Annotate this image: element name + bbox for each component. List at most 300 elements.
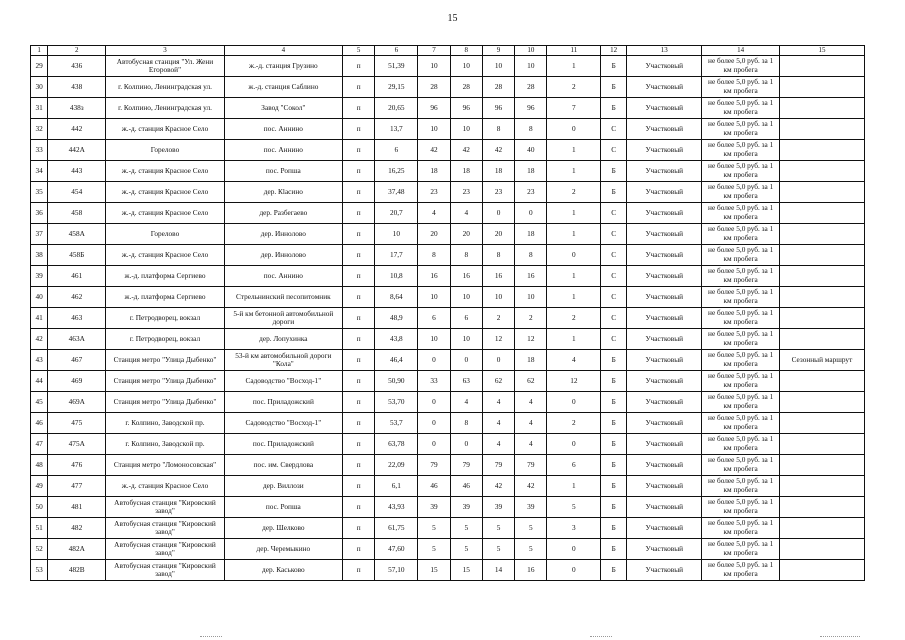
count-a-cell: 0: [418, 350, 450, 371]
count-reserve-cell: 1: [547, 140, 601, 161]
count-c-cell: 79: [482, 455, 514, 476]
count-d-cell: 18: [515, 161, 547, 182]
route-type-cell: Участковый: [627, 140, 702, 161]
count-d-cell: 4: [515, 392, 547, 413]
start-point-cell: ж.-д. станция Красное Село: [106, 161, 224, 182]
end-point-cell: Стрельнинский песопитомник: [224, 287, 342, 308]
tariff-cell: не более 5,0 руб. за 1 км пробега: [702, 98, 779, 119]
end-point-cell: 53-й км автомобильной дороги "Кола": [224, 350, 342, 371]
mode-cell: п: [343, 224, 375, 245]
route-number-cell: 482А: [48, 539, 106, 560]
table-row: [31, 539, 865, 560]
table-row: [31, 56, 865, 77]
notes-cell: [779, 56, 864, 77]
count-reserve-cell: 1: [547, 476, 601, 497]
mode-cell: п: [343, 476, 375, 497]
count-d-cell: 5: [515, 539, 547, 560]
count-a-cell: 5: [418, 518, 450, 539]
count-b-cell: 46: [450, 476, 482, 497]
count-d-cell: 39: [515, 497, 547, 518]
count-reserve-cell: 6: [547, 455, 601, 476]
tariff-cell: не более 5,0 руб. за 1 км пробега: [702, 77, 779, 98]
table-row: [31, 329, 865, 350]
count-d-cell: 12: [515, 329, 547, 350]
vehicle-class-cell: Б: [601, 350, 627, 371]
count-c-cell: 5: [482, 518, 514, 539]
tariff-cell: не более 5,0 руб. за 1 км пробега: [702, 329, 779, 350]
header-cell-5: 5: [343, 46, 375, 56]
route-number-cell: 463А: [48, 329, 106, 350]
count-b-cell: 42: [450, 140, 482, 161]
count-c-cell: 39: [482, 497, 514, 518]
count-a-cell: 6: [418, 308, 450, 329]
count-a-cell: 15: [418, 560, 450, 581]
length-km-cell: 16,25: [375, 161, 418, 182]
count-reserve-cell: 0: [547, 539, 601, 560]
route-type-cell: Участковый: [627, 224, 702, 245]
count-a-cell: 5: [418, 539, 450, 560]
route-type-cell: Участковый: [627, 476, 702, 497]
count-b-cell: 8: [450, 245, 482, 266]
count-c-cell: 8: [482, 119, 514, 140]
count-a-cell: 23: [418, 182, 450, 203]
count-reserve-cell: 2: [547, 77, 601, 98]
end-point-cell: дер. Иннолово: [224, 245, 342, 266]
vehicle-class-cell: С: [601, 308, 627, 329]
vehicle-class-cell: С: [601, 224, 627, 245]
table-row: [31, 455, 865, 476]
start-point-cell: Станция метро "Ломоносовская": [106, 455, 224, 476]
tariff-cell: не более 5,0 руб. за 1 км пробега: [702, 455, 779, 476]
start-point-cell: ж.-д. станция Красное Село: [106, 119, 224, 140]
route-type-cell: Участковый: [627, 350, 702, 371]
mode-cell: п: [343, 308, 375, 329]
count-b-cell: 16: [450, 266, 482, 287]
count-c-cell: 18: [482, 161, 514, 182]
count-d-cell: 4: [515, 434, 547, 455]
count-reserve-cell: 1: [547, 161, 601, 182]
route-number-cell: 454: [48, 182, 106, 203]
row-index-cell: 42: [31, 329, 48, 350]
route-type-cell: Участковый: [627, 518, 702, 539]
row-index-cell: 29: [31, 56, 48, 77]
row-index-cell: 34: [31, 161, 48, 182]
count-a-cell: 10: [418, 119, 450, 140]
table-row: [31, 119, 865, 140]
row-index-cell: 47: [31, 434, 48, 455]
start-point-cell: Автобусная станция "Ул. Жени Егоровой": [106, 56, 224, 77]
vehicle-class-cell: Б: [601, 413, 627, 434]
start-point-cell: Горелово: [106, 224, 224, 245]
count-a-cell: 0: [418, 392, 450, 413]
tariff-cell: не более 5,0 руб. за 1 км пробега: [702, 224, 779, 245]
end-point-cell: пос. Приладожский: [224, 434, 342, 455]
row-index-cell: 48: [31, 455, 48, 476]
count-d-cell: 8: [515, 119, 547, 140]
length-km-cell: 53,70: [375, 392, 418, 413]
table-header-row: [31, 46, 865, 56]
end-point-cell: ж.-д. станция Грузино: [224, 56, 342, 77]
count-d-cell: 28: [515, 77, 547, 98]
count-b-cell: 5: [450, 539, 482, 560]
mode-cell: п: [343, 560, 375, 581]
count-c-cell: 96: [482, 98, 514, 119]
row-index-cell: 46: [31, 413, 48, 434]
tariff-cell: не более 5,0 руб. за 1 км пробега: [702, 119, 779, 140]
row-index-cell: 31: [31, 98, 48, 119]
end-point-cell: дер. Кlасино: [224, 182, 342, 203]
count-b-cell: 10: [450, 329, 482, 350]
table-row: [31, 245, 865, 266]
route-number-cell: 475А: [48, 434, 106, 455]
count-reserve-cell: 2: [547, 413, 601, 434]
end-point-cell: пос. Аннино: [224, 140, 342, 161]
mode-cell: п: [343, 182, 375, 203]
header-cell-7: 7: [418, 46, 450, 56]
count-c-cell: 8: [482, 245, 514, 266]
count-b-cell: 15: [450, 560, 482, 581]
vehicle-class-cell: С: [601, 119, 627, 140]
vehicle-class-cell: Б: [601, 518, 627, 539]
length-km-cell: 48,9: [375, 308, 418, 329]
mode-cell: п: [343, 56, 375, 77]
tariff-cell: не более 5,0 руб. за 1 км пробега: [702, 539, 779, 560]
vehicle-class-cell: Б: [601, 497, 627, 518]
tariff-cell: не более 5,0 руб. за 1 км пробега: [702, 392, 779, 413]
count-d-cell: 96: [515, 98, 547, 119]
notes-cell: [779, 140, 864, 161]
tariff-cell: не более 5,0 руб. за 1 км пробега: [702, 371, 779, 392]
route-number-cell: 475: [48, 413, 106, 434]
tariff-cell: не более 5,0 руб. за 1 км пробега: [702, 266, 779, 287]
table-row: [31, 182, 865, 203]
notes-cell: [779, 287, 864, 308]
route-type-cell: Участковый: [627, 245, 702, 266]
tariff-cell: не более 5,0 руб. за 1 км пробега: [702, 245, 779, 266]
notes-cell: [779, 392, 864, 413]
count-c-cell: 4: [482, 434, 514, 455]
end-point-cell: 5-й км бетонной автомобильной дороги: [224, 308, 342, 329]
count-b-cell: 79: [450, 455, 482, 476]
route-number-cell: 438: [48, 77, 106, 98]
length-km-cell: 61,75: [375, 518, 418, 539]
notes-cell: [779, 308, 864, 329]
vehicle-class-cell: Б: [601, 455, 627, 476]
notes-cell: [779, 203, 864, 224]
route-number-cell: 461: [48, 266, 106, 287]
count-a-cell: 20: [418, 224, 450, 245]
start-point-cell: Автобусная станция "Кировский завод": [106, 497, 224, 518]
count-reserve-cell: 0: [547, 392, 601, 413]
routes-table: [30, 45, 865, 581]
route-number-cell: 477: [48, 476, 106, 497]
notes-cell: [779, 329, 864, 350]
end-point-cell: дер. Каськово: [224, 560, 342, 581]
count-b-cell: 10: [450, 119, 482, 140]
route-number-cell: 462: [48, 287, 106, 308]
notes-cell: [779, 98, 864, 119]
route-number-cell: 469А: [48, 392, 106, 413]
count-c-cell: 0: [482, 350, 514, 371]
route-number-cell: 482: [48, 518, 106, 539]
route-type-cell: Участковый: [627, 497, 702, 518]
vehicle-class-cell: Б: [601, 476, 627, 497]
count-a-cell: 42: [418, 140, 450, 161]
count-c-cell: 10: [482, 56, 514, 77]
tariff-cell: не более 5,0 руб. за 1 км пробега: [702, 287, 779, 308]
end-point-cell: пос. Ропша: [224, 161, 342, 182]
count-a-cell: 33: [418, 371, 450, 392]
length-km-cell: 50,90: [375, 371, 418, 392]
count-reserve-cell: 5: [547, 497, 601, 518]
count-reserve-cell: 2: [547, 308, 601, 329]
count-d-cell: 62: [515, 371, 547, 392]
count-a-cell: 96: [418, 98, 450, 119]
count-c-cell: 62: [482, 371, 514, 392]
row-index-cell: 53: [31, 560, 48, 581]
table-row: [31, 203, 865, 224]
start-point-cell: Горелово: [106, 140, 224, 161]
header-cell-12: 12: [601, 46, 627, 56]
length-km-cell: 8,64: [375, 287, 418, 308]
count-b-cell: 10: [450, 56, 482, 77]
route-number-cell: 463: [48, 308, 106, 329]
route-type-cell: Участковый: [627, 203, 702, 224]
route-type-cell: Участковый: [627, 329, 702, 350]
end-point-cell: пос. Аннино: [224, 119, 342, 140]
mode-cell: п: [343, 77, 375, 98]
table-row: [31, 371, 865, 392]
count-reserve-cell: 1: [547, 329, 601, 350]
count-c-cell: 5: [482, 539, 514, 560]
tariff-cell: не более 5,0 руб. за 1 км пробега: [702, 476, 779, 497]
vehicle-class-cell: Б: [601, 392, 627, 413]
end-point-cell: Садоводство "Восход-1": [224, 413, 342, 434]
notes-cell: [779, 77, 864, 98]
row-index-cell: 38: [31, 245, 48, 266]
header-cell-15: 15: [779, 46, 864, 56]
length-km-cell: 43,93: [375, 497, 418, 518]
count-reserve-cell: 0: [547, 434, 601, 455]
route-number-cell: 458: [48, 203, 106, 224]
end-point-cell: Садоводство "Восход-1": [224, 371, 342, 392]
start-point-cell: г. Петродворец, вокзал: [106, 308, 224, 329]
notes-cell: Сезонный маршрут: [779, 350, 864, 371]
count-reserve-cell: 1: [547, 56, 601, 77]
count-b-cell: 4: [450, 203, 482, 224]
route-number-cell: 469: [48, 371, 106, 392]
row-index-cell: 33: [31, 140, 48, 161]
mode-cell: п: [343, 455, 375, 476]
mode-cell: п: [343, 203, 375, 224]
start-point-cell: Автобусная станция "Кировский завод": [106, 560, 224, 581]
route-number-cell: 476: [48, 455, 106, 476]
length-km-cell: 51,39: [375, 56, 418, 77]
route-type-cell: Участковый: [627, 119, 702, 140]
vehicle-class-cell: Б: [601, 56, 627, 77]
length-km-cell: 6: [375, 140, 418, 161]
count-b-cell: 0: [450, 434, 482, 455]
table-row: [31, 476, 865, 497]
notes-cell: [779, 224, 864, 245]
length-km-cell: 63,78: [375, 434, 418, 455]
vehicle-class-cell: С: [601, 287, 627, 308]
length-km-cell: 17,7: [375, 245, 418, 266]
length-km-cell: 10: [375, 224, 418, 245]
count-reserve-cell: 7: [547, 98, 601, 119]
count-d-cell: 16: [515, 560, 547, 581]
count-reserve-cell: 12: [547, 371, 601, 392]
start-point-cell: ж.-д. станция Красное Село: [106, 203, 224, 224]
route-type-cell: Участковый: [627, 266, 702, 287]
count-b-cell: 28: [450, 77, 482, 98]
count-b-cell: 6: [450, 308, 482, 329]
length-km-cell: 20,7: [375, 203, 418, 224]
page-number: 15: [447, 13, 458, 24]
start-point-cell: ж.-д. станция Красное Село: [106, 182, 224, 203]
end-point-cell: дер. Лопухинка: [224, 329, 342, 350]
start-point-cell: ж.-д. платформа Сергиево: [106, 287, 224, 308]
route-number-cell: 458Б: [48, 245, 106, 266]
row-index-cell: 43: [31, 350, 48, 371]
start-point-cell: ж.-д. станция Красное Село: [106, 245, 224, 266]
route-number-cell: 458А: [48, 224, 106, 245]
count-b-cell: 4: [450, 392, 482, 413]
table-row: [31, 392, 865, 413]
count-a-cell: 0: [418, 413, 450, 434]
length-km-cell: 22,09: [375, 455, 418, 476]
notes-cell: [779, 161, 864, 182]
header-cell-2: 2: [48, 46, 106, 56]
tariff-cell: не более 5,0 руб. за 1 км пробега: [702, 182, 779, 203]
count-b-cell: 8: [450, 413, 482, 434]
end-point-cell: дер. Разбегаево: [224, 203, 342, 224]
route-type-cell: Участковый: [627, 371, 702, 392]
mode-cell: п: [343, 392, 375, 413]
end-point-cell: дер. Черемыкино: [224, 539, 342, 560]
route-type-cell: Участковый: [627, 161, 702, 182]
tariff-cell: не более 5,0 руб. за 1 км пробега: [702, 161, 779, 182]
count-c-cell: 2: [482, 308, 514, 329]
table-row: [31, 560, 865, 581]
row-index-cell: 49: [31, 476, 48, 497]
notes-cell: [779, 266, 864, 287]
route-type-cell: Участковый: [627, 539, 702, 560]
route-number-cell: 482В: [48, 560, 106, 581]
start-point-cell: Станция метро "Улица Дыбенко": [106, 371, 224, 392]
count-b-cell: 20: [450, 224, 482, 245]
count-c-cell: 16: [482, 266, 514, 287]
count-b-cell: 18: [450, 161, 482, 182]
route-number-cell: 438з: [48, 98, 106, 119]
count-c-cell: 4: [482, 392, 514, 413]
row-index-cell: 32: [31, 119, 48, 140]
mode-cell: п: [343, 539, 375, 560]
count-b-cell: 63: [450, 371, 482, 392]
mode-cell: п: [343, 413, 375, 434]
header-cell-8: 8: [450, 46, 482, 56]
count-b-cell: 5: [450, 518, 482, 539]
tariff-cell: не более 5,0 руб. за 1 км пробега: [702, 140, 779, 161]
count-c-cell: 42: [482, 476, 514, 497]
start-point-cell: Автобусная станция "Кировский завод": [106, 539, 224, 560]
end-point-cell: ж.-д. станция Саблино: [224, 77, 342, 98]
end-point-cell: дер. Иннолово: [224, 224, 342, 245]
mode-cell: п: [343, 518, 375, 539]
scan-artifact: [590, 636, 612, 638]
table-row: [31, 287, 865, 308]
route-number-cell: 467: [48, 350, 106, 371]
table-row: [31, 497, 865, 518]
notes-cell: [779, 539, 864, 560]
count-c-cell: 4: [482, 413, 514, 434]
header-cell-4: 4: [224, 46, 342, 56]
mode-cell: п: [343, 371, 375, 392]
mode-cell: п: [343, 245, 375, 266]
tariff-cell: не более 5,0 руб. за 1 км пробега: [702, 56, 779, 77]
row-index-cell: 37: [31, 224, 48, 245]
table-row: [31, 77, 865, 98]
route-number-cell: 436: [48, 56, 106, 77]
vehicle-class-cell: Б: [601, 560, 627, 581]
route-number-cell: 442: [48, 119, 106, 140]
count-d-cell: 0: [515, 203, 547, 224]
length-km-cell: 46,4: [375, 350, 418, 371]
notes-cell: [779, 455, 864, 476]
count-d-cell: 42: [515, 476, 547, 497]
table-row: [31, 266, 865, 287]
vehicle-class-cell: С: [601, 140, 627, 161]
count-reserve-cell: 3: [547, 518, 601, 539]
count-b-cell: 0: [450, 350, 482, 371]
count-d-cell: 4: [515, 413, 547, 434]
start-point-cell: Автобусная станция "Кировский завод": [106, 518, 224, 539]
route-type-cell: Участковый: [627, 182, 702, 203]
end-point-cell: пос. им. Свердлова: [224, 455, 342, 476]
vehicle-class-cell: Б: [601, 161, 627, 182]
route-type-cell: Участковый: [627, 56, 702, 77]
table-row: [31, 350, 865, 371]
header-cell-3: 3: [106, 46, 224, 56]
row-index-cell: 44: [31, 371, 48, 392]
end-point-cell: пос. Приладожский: [224, 392, 342, 413]
start-point-cell: г. Петродворец, вокзал: [106, 329, 224, 350]
start-point-cell: ж.-д. станция Красное Село: [106, 476, 224, 497]
length-km-cell: 10,8: [375, 266, 418, 287]
header-cell-1: 1: [31, 46, 48, 56]
header-cell-14: 14: [702, 46, 779, 56]
tariff-cell: не более 5,0 руб. за 1 км пробега: [702, 560, 779, 581]
count-a-cell: 79: [418, 455, 450, 476]
mode-cell: п: [343, 350, 375, 371]
count-d-cell: 23: [515, 182, 547, 203]
row-index-cell: 36: [31, 203, 48, 224]
notes-cell: [779, 497, 864, 518]
tariff-cell: не более 5,0 руб. за 1 км пробега: [702, 203, 779, 224]
vehicle-class-cell: С: [601, 245, 627, 266]
vehicle-class-cell: С: [601, 329, 627, 350]
route-type-cell: Участковый: [627, 392, 702, 413]
count-c-cell: 0: [482, 203, 514, 224]
start-point-cell: г. Колпино, Заводской пр.: [106, 434, 224, 455]
count-d-cell: 18: [515, 350, 547, 371]
scan-artifact: [820, 636, 860, 638]
length-km-cell: 57,10: [375, 560, 418, 581]
route-type-cell: Участковый: [627, 308, 702, 329]
count-d-cell: 40: [515, 140, 547, 161]
length-km-cell: 47,60: [375, 539, 418, 560]
count-d-cell: 5: [515, 518, 547, 539]
